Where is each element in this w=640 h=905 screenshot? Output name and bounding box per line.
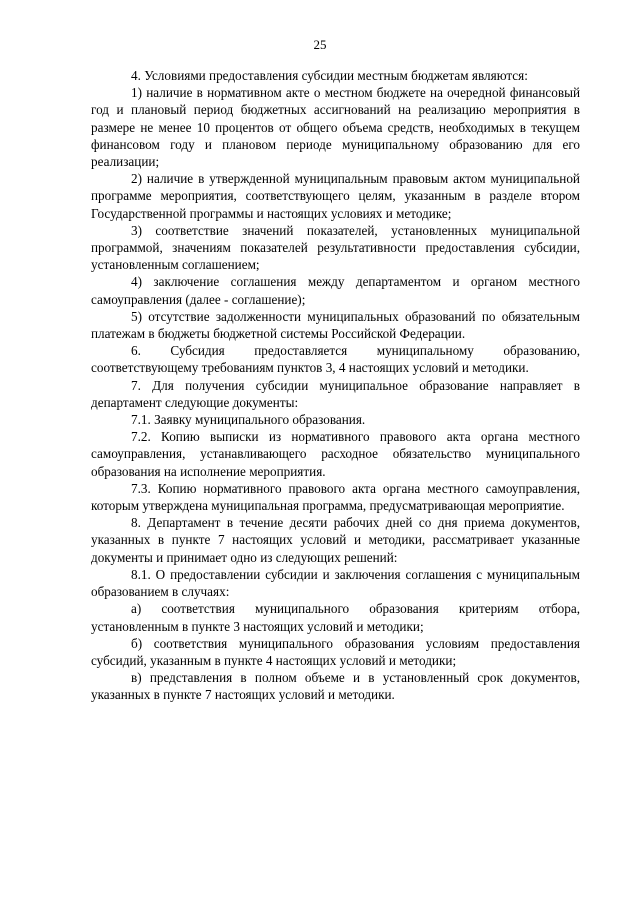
- paragraph-7: 7. Для получения субсидии муниципальное образование направляет в департамент следующие документы:: [91, 377, 580, 410]
- paragraph-8: 8. Департамент в течение десяти рабочих дней со дня приема документов, указанных в пункте 7 настоящих условий и методики, рассматривает указанные документы и принимает одно из следующих решений:: [91, 515, 580, 565]
- paragraph-4: 4. Условиями предоставления субсидии местным бюджетам являются:: [131, 68, 528, 83]
- paragraph-4-1: 1) наличие в нормативном акте о местном бюджете на очередной финансовый год и плановый период бюджетных ассигнований на реализацию мероприятия в размере не менее 10 процентов от общего объема средств, необходимых в текущем финансовом году и плановом периоде муниципальному образованию для его реализации;: [91, 85, 580, 170]
- paragraph-4-3: 3) соответствие значений показателей, установленных муниципальной программой, значениям показателей результативности предоставления субсидии, установленным соглашением;: [91, 222, 580, 273]
- paragraph-7-2: 7.2. Копию выписки из нормативного правового акта органа местного самоуправления, устанавливающего расходное обязательство муниципального образования на исполнение мероприятия.: [91, 429, 580, 479]
- paragraph-8-1: 8.1. О предоставлении субсидии и заключения соглашения с муниципальным образованием в случаях:: [91, 566, 580, 600]
- paragraph-4-4: 4) заключение соглашения между департаментом и органом местного самоуправления (далее - соглашение);: [91, 274, 580, 307]
- paragraph-4-2: 2) наличие в утвержденной муниципальным правовым актом муниципальной программе мероприятия, соответствующего целям, указанным в разделе втором Государственной программы и настоящих условиях и методике;: [91, 171, 580, 221]
- paragraph-6: 6. Субсидия предоставляется муниципальному образованию, соответствующему требованиям пунктов 3, 4 настоящих условий и методики.: [91, 343, 580, 376]
- paragraph-7-3: 7.3. Копию нормативного правового акта органа местного самоуправления, которым утверждена муниципальная программа, предусматривающая мероприятие.: [91, 480, 580, 514]
- paragraph-8-1-a: а) соответствия муниципального образования критериям отбора, установленным в пункте 3 настоящих условий и методики;: [91, 601, 580, 634]
- paragraph-7-1: 7.1. Заявку муниципального образования.: [131, 412, 366, 428]
- paragraph-8-1-v: в) представления в полном объеме и в установленный срок документов, указанных в пункте 7 настоящих условий и методики.: [91, 670, 580, 703]
- page-number: 25: [313, 37, 327, 52]
- document-body: [91, 67, 580, 704]
- paragraph-8-1-b: б) соответствия муниципального образования условиям предоставления субсидий, указанным в пункте 4 настоящих условий и методики;: [91, 635, 580, 668]
- paragraph-4-5: 5) отсутствие задолженности муниципальных образований по обязательным платежам в бюджеты бюджетной системы Российской Федерации.: [91, 308, 580, 342]
